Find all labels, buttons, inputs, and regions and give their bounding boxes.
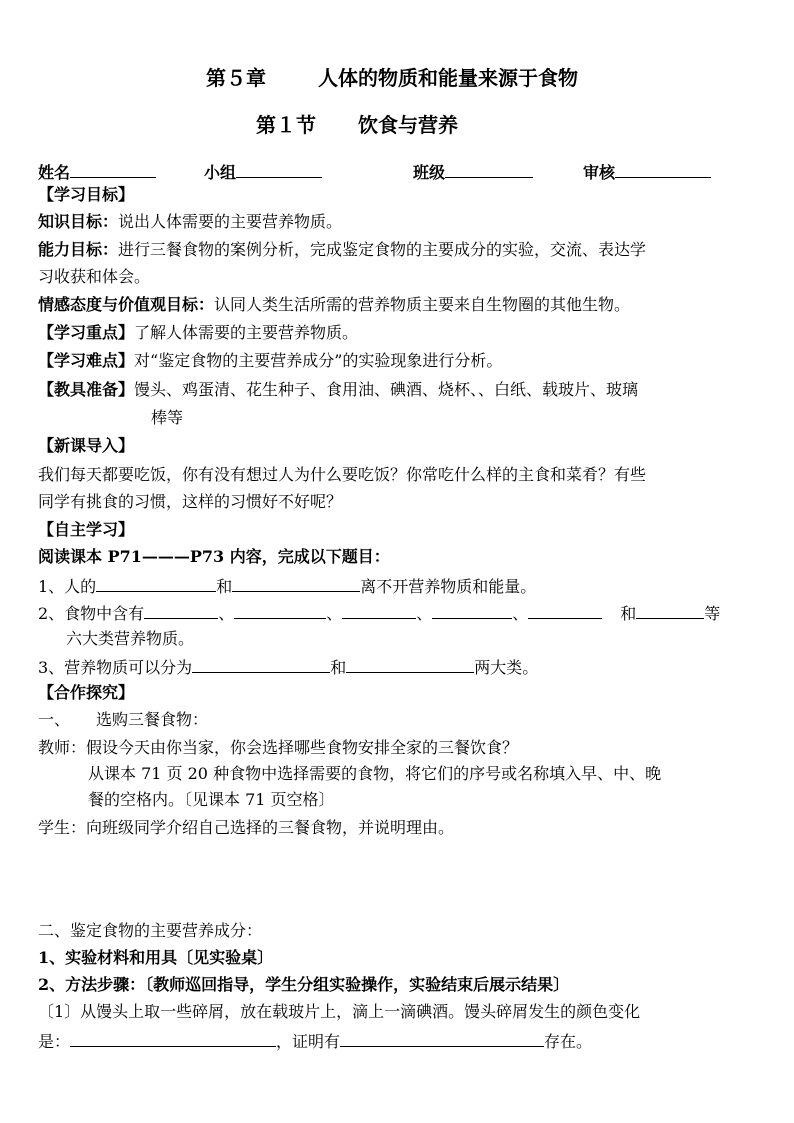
self-study-instruction: 阅读课本 P71———P73 内容，完成以下题目：: [38, 547, 390, 566]
section-number: 第１节: [256, 113, 316, 137]
step-1-suffix: 存在。: [544, 1032, 593, 1051]
intro-text-1: 我们每天都要吃饭，你有没有想过人为什么要吃饭？你常吃什么样的主食和菜肴？有些: [38, 465, 647, 484]
group-field: [204, 160, 322, 183]
class-field: [413, 160, 533, 183]
tools-prep-cont: 棒等: [151, 408, 184, 427]
review-blank[interactable]: [615, 161, 711, 178]
coop-header: 【合作探究】: [38, 683, 135, 702]
emotion-text: 认同人类生活所需的营养物质主要来自生物圈的其他生物。: [214, 295, 631, 314]
q1-and: 和: [216, 577, 233, 596]
emotion-goal: [38, 295, 630, 315]
q3-suffix: 两大类。: [474, 658, 539, 677]
teacher-line: [38, 738, 518, 758]
q2-sep-3: 、: [416, 604, 433, 623]
step-1-proof: ，证明有: [276, 1032, 341, 1051]
q2-blank-6[interactable]: [636, 602, 704, 619]
q2-blank-1[interactable]: [144, 602, 218, 619]
part-1-title: 选购三餐食物：: [96, 710, 209, 729]
materials-line: 1、实验材料和用具〔见实验桌〕: [38, 948, 274, 967]
question-2-cont: 六大类营养物质。: [66, 629, 195, 648]
q1-blank-2[interactable]: [232, 575, 360, 592]
chapter-number: 第５章: [206, 66, 266, 90]
emotion-label: 情感态度与价值观目标：: [38, 295, 215, 314]
ability-goal: [38, 240, 646, 260]
q1-prefix: 1、人的: [38, 577, 97, 596]
student-line: [38, 818, 454, 838]
q2-blank-3[interactable]: [342, 602, 416, 619]
difficulty-text: 对“鉴定食物的主要营养成分”的实验现象进行分析。: [134, 351, 503, 370]
student-label: 学生：: [38, 818, 87, 837]
question-1: [38, 575, 536, 597]
part-1-number: 一、: [38, 710, 71, 729]
q2-blank-4[interactable]: [432, 602, 512, 619]
question-3: [38, 656, 538, 678]
tools-label: 【教具准备】: [38, 380, 135, 399]
name-field: [38, 160, 156, 183]
q2-end: 等: [704, 604, 721, 623]
class-label: 班级: [413, 163, 446, 182]
q2-sep-4: 、: [512, 604, 529, 623]
q2-blank-5[interactable]: [528, 602, 602, 619]
key-point: [38, 323, 358, 343]
group-blank[interactable]: [236, 161, 322, 178]
step-1-answer: [38, 1030, 592, 1052]
q3-blank-2[interactable]: [346, 656, 474, 673]
intro-text-2: 同学有挑食的习惯，这样的习惯好不好呢？: [38, 492, 343, 511]
teacher-line-3: 餐的空格内。〔见课本 71 页空格〕: [88, 790, 335, 809]
teacher-text: 假设今天由你当家，你会选择哪些食物安排全家的三餐饮食？: [86, 738, 519, 757]
q3-and: 和: [330, 658, 347, 677]
coop-part-2: 二、鉴定食物的主要营养成分：: [38, 921, 263, 940]
q2-blank-2[interactable]: [234, 602, 326, 619]
self-study-header: 【自主学习】: [38, 520, 135, 539]
q1-suffix: 离不开营养物质和能量。: [360, 577, 537, 596]
knowledge-label: 知识目标：: [38, 212, 119, 231]
ability-text: 进行三餐食物的案例分析，完成鉴定食物的主要成分的实验，交流、表达学: [118, 240, 647, 259]
key-text: 了解人体需要的主要营养物质。: [134, 323, 359, 342]
review-label: 审核: [583, 163, 616, 182]
q2-sep-2: 、: [326, 604, 343, 623]
teacher-label: 教师：: [38, 738, 87, 757]
q3-prefix: 3、营养物质可以分为: [38, 658, 193, 677]
section-name: 饮食与营养: [358, 113, 458, 137]
step-1-prefix: 是：: [38, 1032, 71, 1051]
name-blank[interactable]: [70, 161, 156, 178]
ability-label: 能力目标：: [38, 240, 119, 259]
q2-prefix: 2、食物中含有: [38, 604, 145, 623]
knowledge-goal: [38, 212, 342, 232]
difficulty-point: [38, 351, 502, 371]
chapter-name: 人体的物质和能量来源于食物: [318, 66, 578, 90]
tools-text: 馒头、鸡蛋清、花生种子、食用油、碘酒、烧杯、、白纸、载玻片、玻璃: [134, 380, 639, 399]
question-2: [38, 602, 720, 624]
intro-header: 【新课导入】: [38, 436, 135, 455]
section-title: [256, 109, 458, 138]
steps-line: 2、方法步骤：〔教师巡回指导，学生分组实验操作，实验结束后展示结果〕: [38, 975, 570, 994]
knowledge-text: 说出人体需要的主要营养物质。: [118, 212, 343, 231]
review-field: [583, 160, 711, 183]
difficulty-label: 【学习难点】: [38, 351, 135, 370]
name-label: 姓名: [38, 163, 71, 182]
chapter-title: [206, 62, 578, 91]
key-label: 【学习重点】: [38, 323, 135, 342]
class-blank[interactable]: [445, 161, 533, 178]
nutrient-blank[interactable]: [340, 1030, 544, 1047]
q3-blank-1[interactable]: [192, 656, 330, 673]
teacher-line-2: 从课本 71 页 20 种食物中选择需要的食物，将它们的序号或名称填入早、中、晚: [88, 764, 662, 783]
color-change-blank[interactable]: [70, 1030, 276, 1047]
goals-header: 【学习目标】: [38, 185, 135, 204]
coop-part-1: [38, 710, 208, 730]
tools-prep: [38, 380, 638, 400]
step-1-line: 〔1〕从馒头上取一些碎屑，放在载玻片上，滴上一滴碘酒。馒头碎屑发生的颜色变化: [38, 1002, 641, 1021]
q1-blank-1[interactable]: [96, 575, 216, 592]
ability-goal-cont: 习收获和体会。: [38, 267, 151, 286]
student-text: 向班级同学介绍自己选择的三餐食物，并说明理由。: [86, 818, 455, 837]
group-label: 小组: [204, 163, 237, 182]
q2-and: 和: [620, 604, 637, 623]
q2-sep-1: 、: [218, 604, 235, 623]
